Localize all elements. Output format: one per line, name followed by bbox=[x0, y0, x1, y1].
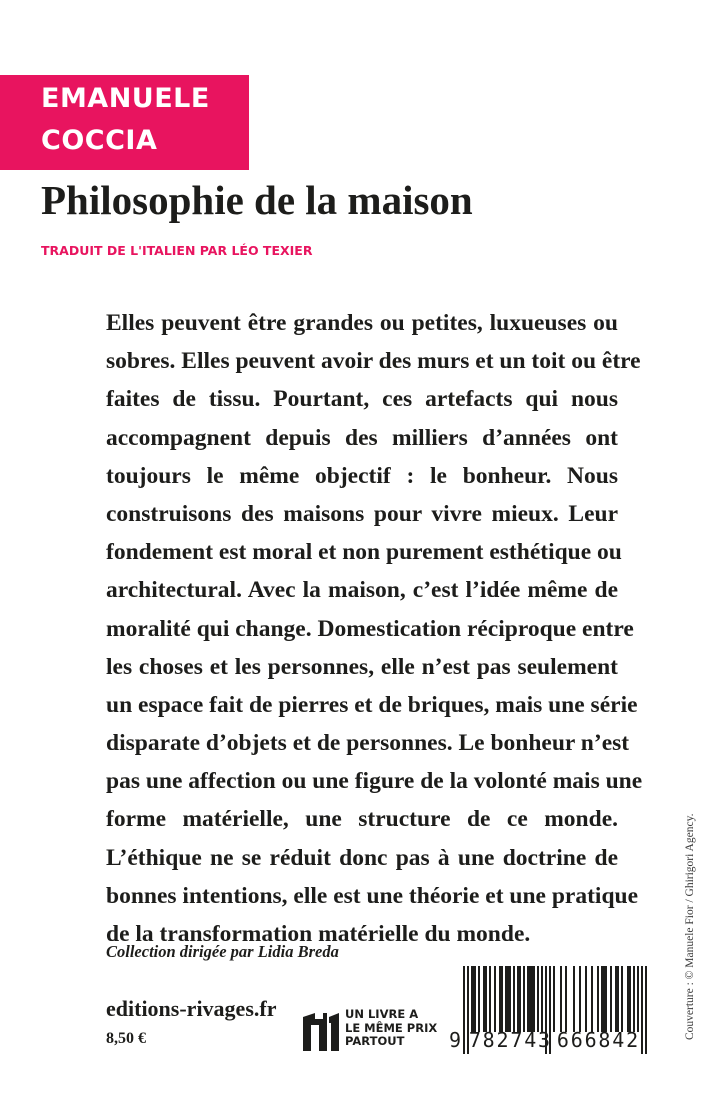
price: 8,50 € bbox=[106, 1030, 146, 1047]
blurb-line: bonnes intentions, elle est une théorie et une pratique bbox=[106, 882, 639, 909]
collection-credit: Collection dirigée par Lidia Breda bbox=[106, 942, 339, 961]
blurb-line: de la transformation matérielle du monde. bbox=[106, 921, 531, 947]
blurb-line: faites de tissu. Pourtant, ces artefacts qui nous bbox=[106, 386, 618, 413]
book-price-logo-icon bbox=[301, 1009, 341, 1055]
blurb-line: Elles peuvent être grandes ou petites, luxueuses ou bbox=[106, 310, 618, 336]
back-cover-blurb bbox=[106, 304, 643, 953]
blurb-line: disparate d’objets et de personnes. Le bonheur n’est bbox=[106, 730, 630, 757]
publisher-website[interactable]: editions-rivages.fr bbox=[106, 996, 277, 1021]
blurb-line: architectural. Avec la maison, c’est l’idée même de bbox=[106, 577, 618, 604]
blurb-line: L’éthique ne se réduit donc pas à une doctrine de bbox=[106, 844, 618, 871]
prix-unique-label bbox=[345, 1008, 437, 1049]
blurb-line: fondement est moral et non purement esthétique ou bbox=[106, 539, 622, 566]
prix-unique-line: LE MÊME PRIX bbox=[345, 1020, 438, 1035]
translator-credit: TRADUIT DE L'ITALIEN PAR LÉO TEXIER bbox=[41, 243, 313, 258]
blurb-line: toujours le même objectif : le bonheur. Nous bbox=[106, 462, 618, 489]
prix-unique-line: UN LIVRE A bbox=[345, 1007, 419, 1021]
blurb-line: accompagnent depuis des milliers d’années ont bbox=[106, 424, 618, 451]
isbn-number bbox=[449, 1030, 659, 1050]
blurb-line: forme matérielle, une structure de ce monde. bbox=[106, 806, 618, 833]
isbn-group-2: 666842 bbox=[556, 1028, 640, 1052]
author-last-name: COCCIA bbox=[41, 125, 158, 156]
blurb-line: un espace fait de pierres et de briques, mais une série bbox=[106, 691, 638, 718]
prix-unique-line: PARTOUT bbox=[345, 1034, 405, 1048]
blurb-line: moralité qui change. Domestication réciproque entre bbox=[106, 615, 634, 642]
cover-credit: Couverture : © Manuele Fior / Ghirigori Agency. bbox=[684, 813, 696, 1040]
book-title: Philosophie de la maison bbox=[41, 177, 473, 223]
blurb-line: les choses et les personnes, elle n’est pas seulement bbox=[106, 653, 618, 680]
author-banner bbox=[0, 75, 249, 170]
blurb-line: pas une affection ou une figure de la volonté mais une bbox=[106, 768, 643, 795]
blurb-line: construisons des maisons pour vivre mieux. Leur bbox=[106, 500, 618, 527]
author-first-name: EMANUELE bbox=[41, 83, 210, 114]
isbn-group-1: 782743 bbox=[468, 1028, 552, 1052]
blurb-line: sobres. Elles peuvent avoir des murs et un toit ou être bbox=[106, 348, 641, 375]
isbn-first-digit: 9 bbox=[449, 1028, 463, 1052]
